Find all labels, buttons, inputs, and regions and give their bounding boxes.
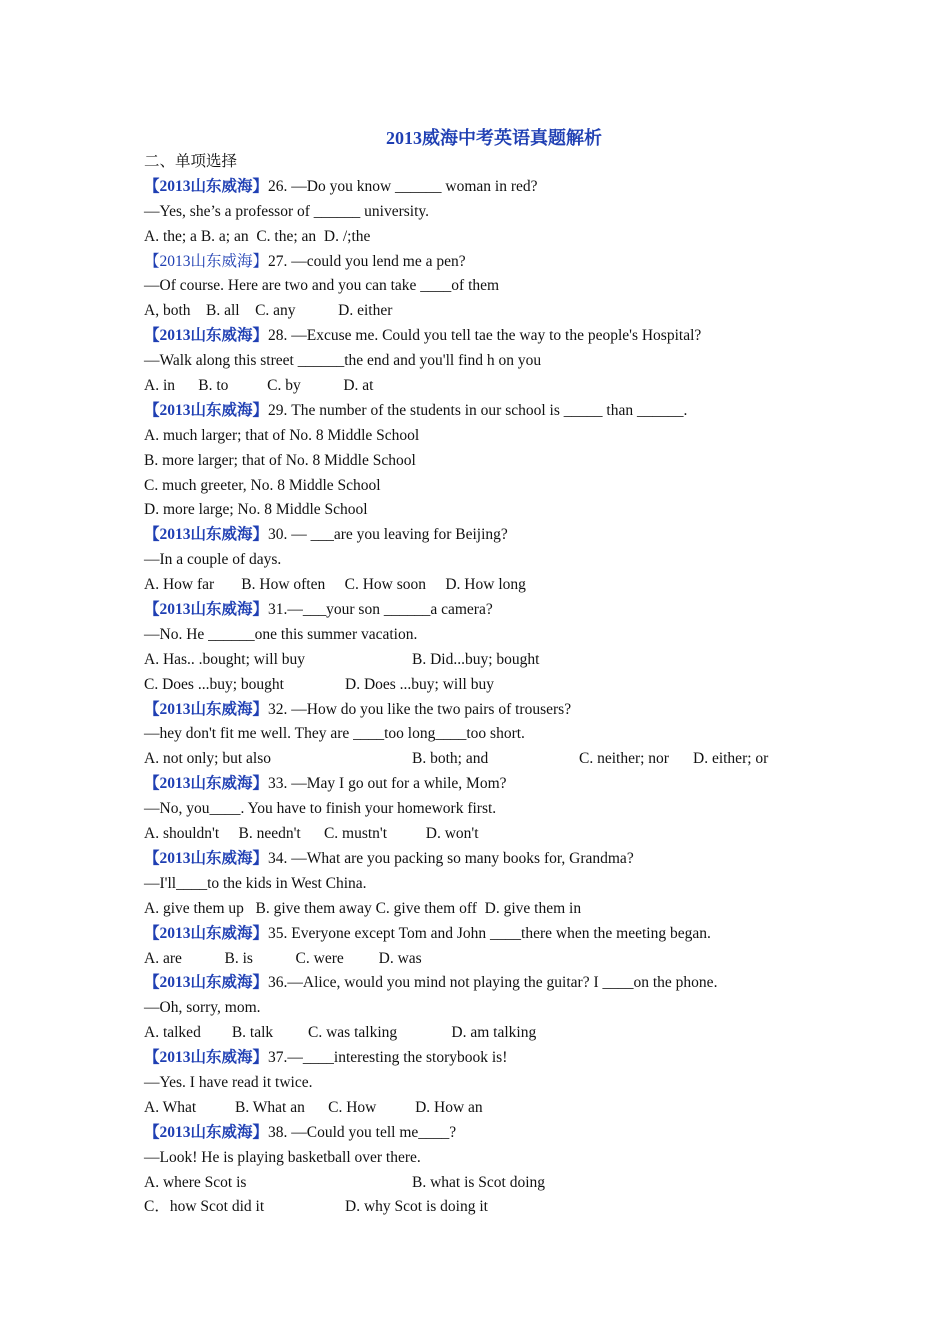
options-31-row2	[144, 673, 904, 698]
source-tag: 【2013山东威海】	[144, 1123, 269, 1141]
question-29: 【2013山东威海】29. The number of the students in our school is _____ than ______.	[144, 401, 688, 419]
question-30: 【2013山东威海】30. — ___are you leaving for Beijing?	[144, 526, 508, 544]
options-36: A. talked B. talk C. was talking D. am talking	[144, 1024, 537, 1042]
question-33: 【2013山东威海】33. —May I go out for a while, Mom?	[144, 775, 507, 793]
option-29-d: D. more large; No. 8 Middle School	[144, 501, 368, 519]
question-38: 【2013山东威海】38. —Could you tell me____?	[144, 1123, 457, 1141]
options-26: A. the; a B. a; an C. the; an D. /;the	[144, 227, 371, 245]
response-38: —Look! He is playing basketball over there.	[144, 1148, 421, 1166]
option-31-b: B. Did...buy; bought	[412, 650, 540, 668]
question-28: 【2013山东威海】28. —Excuse me. Could you tell tae the way to the people's Hospital?	[144, 327, 702, 345]
source-tag: 【2013山东威海】	[144, 1049, 269, 1067]
options-38-row1	[144, 1171, 904, 1196]
options-27: A, both B. all C. any D. either	[144, 302, 393, 320]
question-list	[144, 150, 904, 1220]
options-28: A. in B. to C. by D. at	[144, 377, 374, 395]
option-38-a: A. where Scot is	[144, 1173, 247, 1191]
response-36: —Oh, sorry, mom.	[144, 999, 261, 1017]
source-tag: 【2013山东威海】	[144, 177, 269, 195]
option-29-b: B. more larger; that of No. 8 Middle School	[144, 451, 416, 469]
question-37: 【2013山东威海】37.—____interesting the storybook is!	[144, 1049, 508, 1067]
options-31-row1	[144, 648, 904, 673]
options-38-row2	[144, 1195, 904, 1220]
question-31: 【2013山东威海】31.—___your son ______a camera?	[144, 601, 493, 619]
source-tag: 【2013山东威海】	[144, 849, 269, 867]
option-38-d: D. why Scot is doing it	[345, 1198, 488, 1216]
question-26: 【2013山东威海】26. —Do you know ______ woman in red?	[144, 177, 538, 195]
page-title: 2013威海中考英语真题解析	[386, 128, 602, 148]
options-33: A. shouldn't B. needn't C. mustn't D. won't	[144, 825, 479, 843]
option-31-d: D. Does ...buy; will buy	[345, 675, 494, 693]
option-32-c: C. neither; nor	[579, 750, 669, 768]
source-tag: 【2013山东威海】	[144, 700, 269, 718]
option-32-a: A. not only; but also	[144, 750, 272, 768]
options-37: A. What B. What an C. How D. How an	[144, 1098, 483, 1116]
response-32: —hey don't fit me well. They are ____too long____too short.	[144, 725, 525, 743]
response-31: —No. He ______one this summer vacation.	[144, 625, 418, 643]
question-35: 【2013山东威海】35. Everyone except Tom and John ____there when the meeting began.	[144, 924, 711, 942]
options-34: A. give them up B. give them away C. give them off D. give them in	[144, 899, 582, 917]
option-29-a: A. much larger; that of No. 8 Middle School	[144, 426, 420, 444]
options-35: A. are B. is C. were D. was	[144, 949, 422, 967]
question-32: 【2013山东威海】32. —How do you like the two pairs of trousers?	[144, 700, 572, 718]
response-34: —I'll____to the kids in West China.	[144, 874, 367, 892]
source-tag: 【2013山东威海】	[144, 401, 269, 419]
options-32	[144, 747, 904, 772]
option-32-b: B. both; and	[412, 750, 489, 768]
source-tag: 【2013山东威海】	[144, 974, 269, 992]
response-37: —Yes. I have read it twice.	[144, 1073, 313, 1091]
source-tag: 【2013山东威海】	[144, 252, 269, 270]
option-31-a: A. Has.. .bought; will buy	[144, 650, 306, 668]
section-heading: 二、单项选择	[144, 153, 238, 170]
source-tag: 【2013山东威海】	[144, 526, 269, 544]
source-tag: 【2013山东威海】	[144, 327, 269, 345]
response-28: —Walk along this street ______the end and you'll find h on you	[144, 352, 542, 370]
options-30: A. How far B. How often C. How soon D. How long	[144, 576, 526, 594]
response-30: —In a couple of days.	[144, 551, 282, 569]
question-27: 【2013山东威海】27. —could you lend me a pen?	[144, 252, 466, 270]
question-34: 【2013山东威海】34. —What are you packing so many books for, Grandma?	[144, 849, 634, 867]
option-29-c: C. much greeter, No. 8 Middle School	[144, 476, 381, 494]
source-tag: 【2013山东威海】	[144, 775, 269, 793]
option-31-c: C. Does ...buy; bought	[144, 675, 284, 693]
response-27: —Of course. Here are two and you can take ____of them	[144, 277, 500, 295]
question-36: 【2013山东威海】36.—Alice, would you mind not playing the guitar? I ____on the phone.	[144, 974, 718, 992]
option-32-d: D. either; or	[693, 750, 769, 768]
response-33: —No, you____. You have to finish your homework first.	[144, 800, 497, 818]
source-tag: 【2013山东威海】	[144, 601, 269, 619]
option-38-b: B. what is Scot doing	[412, 1173, 546, 1191]
source-tag: 【2013山东威海】	[144, 924, 269, 942]
response-26: —Yes, she’s a professor of ______ university.	[144, 202, 430, 220]
option-38-c: C．how Scot did it	[144, 1198, 265, 1216]
